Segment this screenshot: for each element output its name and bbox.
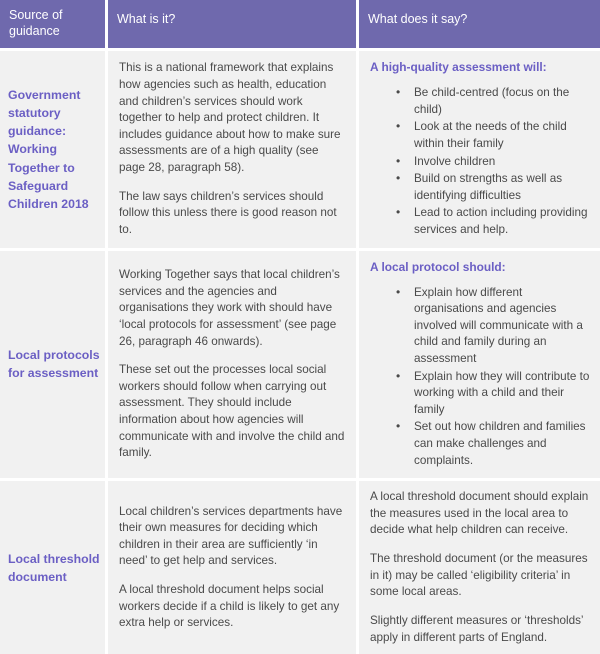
table-header [0, 0, 600, 48]
says-bullet-list [370, 285, 590, 470]
list-item: • Be child-centred (focus on the child) [396, 85, 590, 118]
row-what-it-says [359, 478, 600, 654]
row-term: Local threshold document [0, 478, 108, 654]
row-description [108, 248, 359, 479]
says-paragraph: Slightly different measures or ‘thresholds’ apply in different parts of England. [370, 613, 584, 644]
list-item: • Build on strengths as well as identifying difficulties [396, 171, 590, 204]
description-paragraph: These set out the processes local social workers should follow when carrying out assessment. They should include information about how agencies will communicate with and involve the child and family. [119, 363, 345, 460]
header-row [0, 0, 600, 48]
description-paragraph: This is a national framework that explains how agencies such as health, education and children’s services should work together to help and protect children. It includes guidance about how to make sure assessments are of a high quality (see page 28, paragraph 58). [119, 61, 341, 175]
header-source-of-guidance: Source of guidance [0, 0, 108, 48]
list-item: • Involve children [396, 154, 590, 171]
row-description [108, 478, 359, 654]
description-paragraph: A local threshold document helps social workers decide if a child is likely to get any extra help or services. [119, 582, 340, 630]
table-row [0, 48, 600, 247]
list-item: • Look at the needs of the child within their family [396, 119, 590, 152]
says-heading: A high-quality assessment will: [370, 60, 547, 75]
description-paragraph: The law says children’s services should follow this unless there is good reason not to. [119, 189, 337, 236]
row-what-it-says [359, 248, 600, 479]
row-what-it-says [359, 48, 600, 247]
list-item: • Explain how different organisations and agencies involved will communicate with a child and family during an assessment [396, 285, 590, 368]
says-heading: A local protocol should: [370, 259, 506, 274]
header-what-is-it: What is it? [108, 0, 359, 48]
says-bullet-list [370, 85, 590, 238]
list-item: • Lead to action including providing services and help. [396, 205, 590, 238]
table-row [0, 478, 600, 654]
list-item: • Explain how they will contribute to working with a child and their family [396, 369, 590, 419]
row-term: Local protocols for assessment [0, 248, 108, 479]
row-term: Government statutory guidance: Working Together to Safeguard Children 2018 [0, 48, 108, 247]
says-paragraph: The threshold document (or the measures in it) may be called ‘eligibility criteria’ in some local areas. [370, 552, 588, 599]
description-paragraph: Working Together says that local children’s services and the agencies and organisations they work with should have ‘local protocols for assessment’ (see page 26, paragraph 46 onwards). [119, 268, 340, 348]
table-row [0, 248, 600, 479]
list-item: • Set out how children and families can make challenges and complaints. [396, 419, 590, 469]
header-what-does-it-say: What does it say? [359, 0, 600, 48]
says-paragraph: A local threshold document should explain the measures used in the local area to decide what help children can receive. [370, 490, 589, 537]
description-paragraph: Local children’s services departments have their own measures for deciding which children in their area are sufficiently ‘in need’ to get help and services. [119, 504, 343, 568]
table-body [0, 48, 600, 654]
row-description [108, 48, 359, 247]
